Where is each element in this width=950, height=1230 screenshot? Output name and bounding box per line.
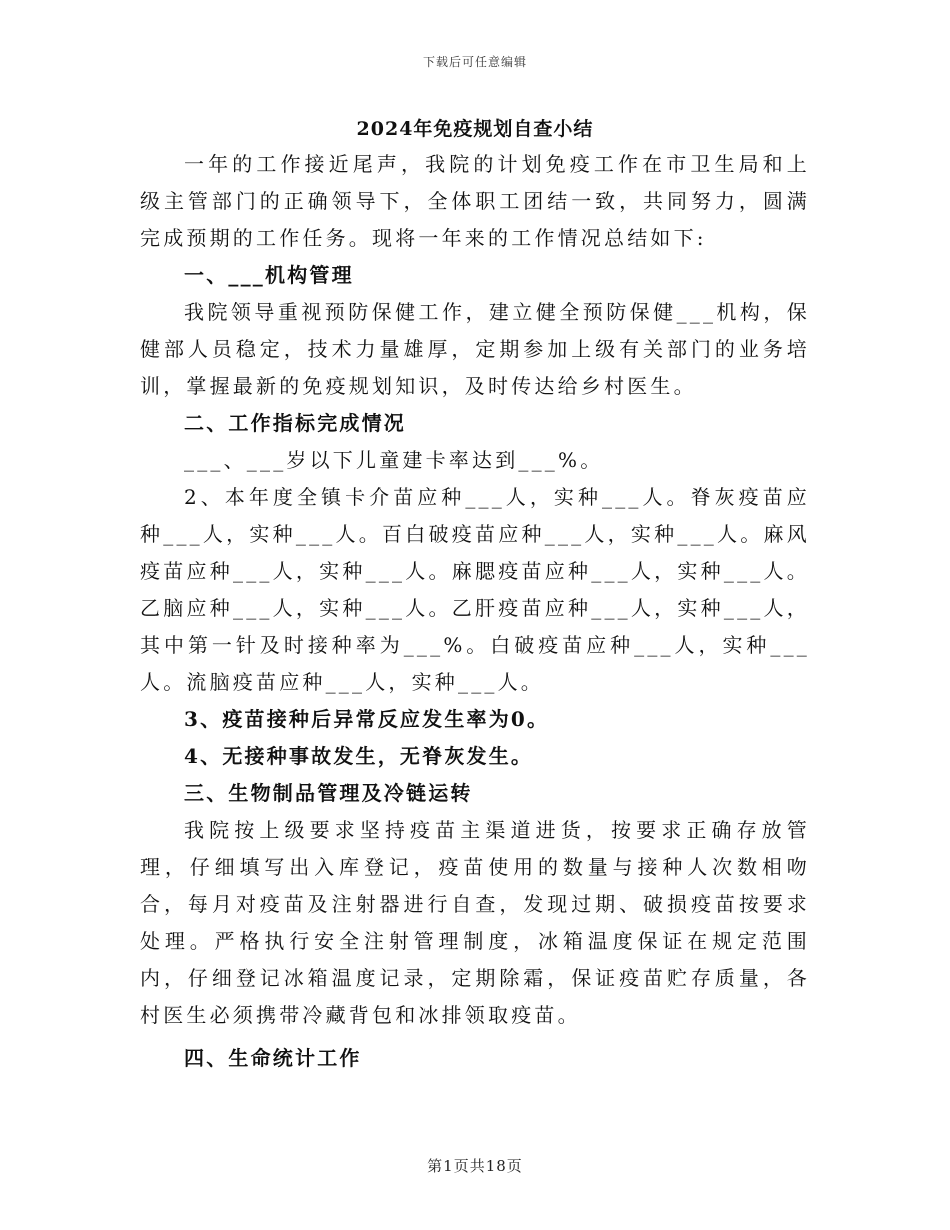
header-note: 下载后可任意编辑: [422, 55, 527, 69]
section-heading-3: 三、生物制品管理及冷链运转: [184, 781, 473, 805]
section-heading-4: 四、生命统计工作: [184, 1046, 362, 1070]
section-heading-1: 一、___机构管理: [184, 263, 354, 287]
page-footer: 第1页共18页: [427, 1157, 523, 1175]
intro-paragraph: 一年的工作接近尾声，我院的计划免疫工作在市卫生局和上级主管部门的正确领导下，全体职工团结一致，共同努力，圆满完成预期的工作任务。现将一年来的工作情况总结如下:: [140, 152, 810, 250]
section-3-paragraph: 我院按上级要求坚持疫苗主渠道进货，按要求正确存放管理，仔细填写出入库登记，疫苗使用的数量与接种人次数相吻合，每月对疫苗及注射器进行自查，发现过期、破损疫苗按要求处理。严格执行安全注射管理制度，冰箱温度保证在规定范围内，仔细登记冰箱温度记录，定期除霜，保证疫苗贮存质量，各村医生必须携带冷藏背包和冰排领取疫苗。: [140, 818, 810, 1027]
section-2-item-4: 4、无接种事故发生，无脊灰发生。: [184, 744, 534, 768]
section-2-item-3: 3、疫苗接种后异常反应发生率为0。: [184, 707, 550, 731]
document-title: 2024年免疫规划自查小结: [356, 118, 594, 140]
section-2-item-1: ___、___岁以下儿童建卡率达到___%。: [184, 448, 604, 472]
section-2-item-2: 2、本年度全镇卡介苗应种___人，实种___人。脊灰疫苗应种___人，实种___人。百白破疫苗应种___人，实种___人。麻风疫苗应种___人，实种___人。麻腮疫苗应种___人，实种___人。乙脑应种___人，实种___人。乙肝疫苗应种___人，实种___人，其中第一针及时接种率为___%。白破疫苗应种___人，实种___人。流脑疫苗应种___人，实种___人。: [140, 485, 810, 694]
document-body: [140, 146, 810, 1077]
section-heading-2: 二、工作指标完成情况: [184, 411, 406, 435]
section-1-paragraph: 我院领导重视预防保健工作，建立健全预防保健___机构，保健部人员稳定，技术力量雄厚，定期参加上级有关部门的业务培训，掌握最新的免疫规划知识，及时传达给乡村医生。: [140, 300, 810, 398]
